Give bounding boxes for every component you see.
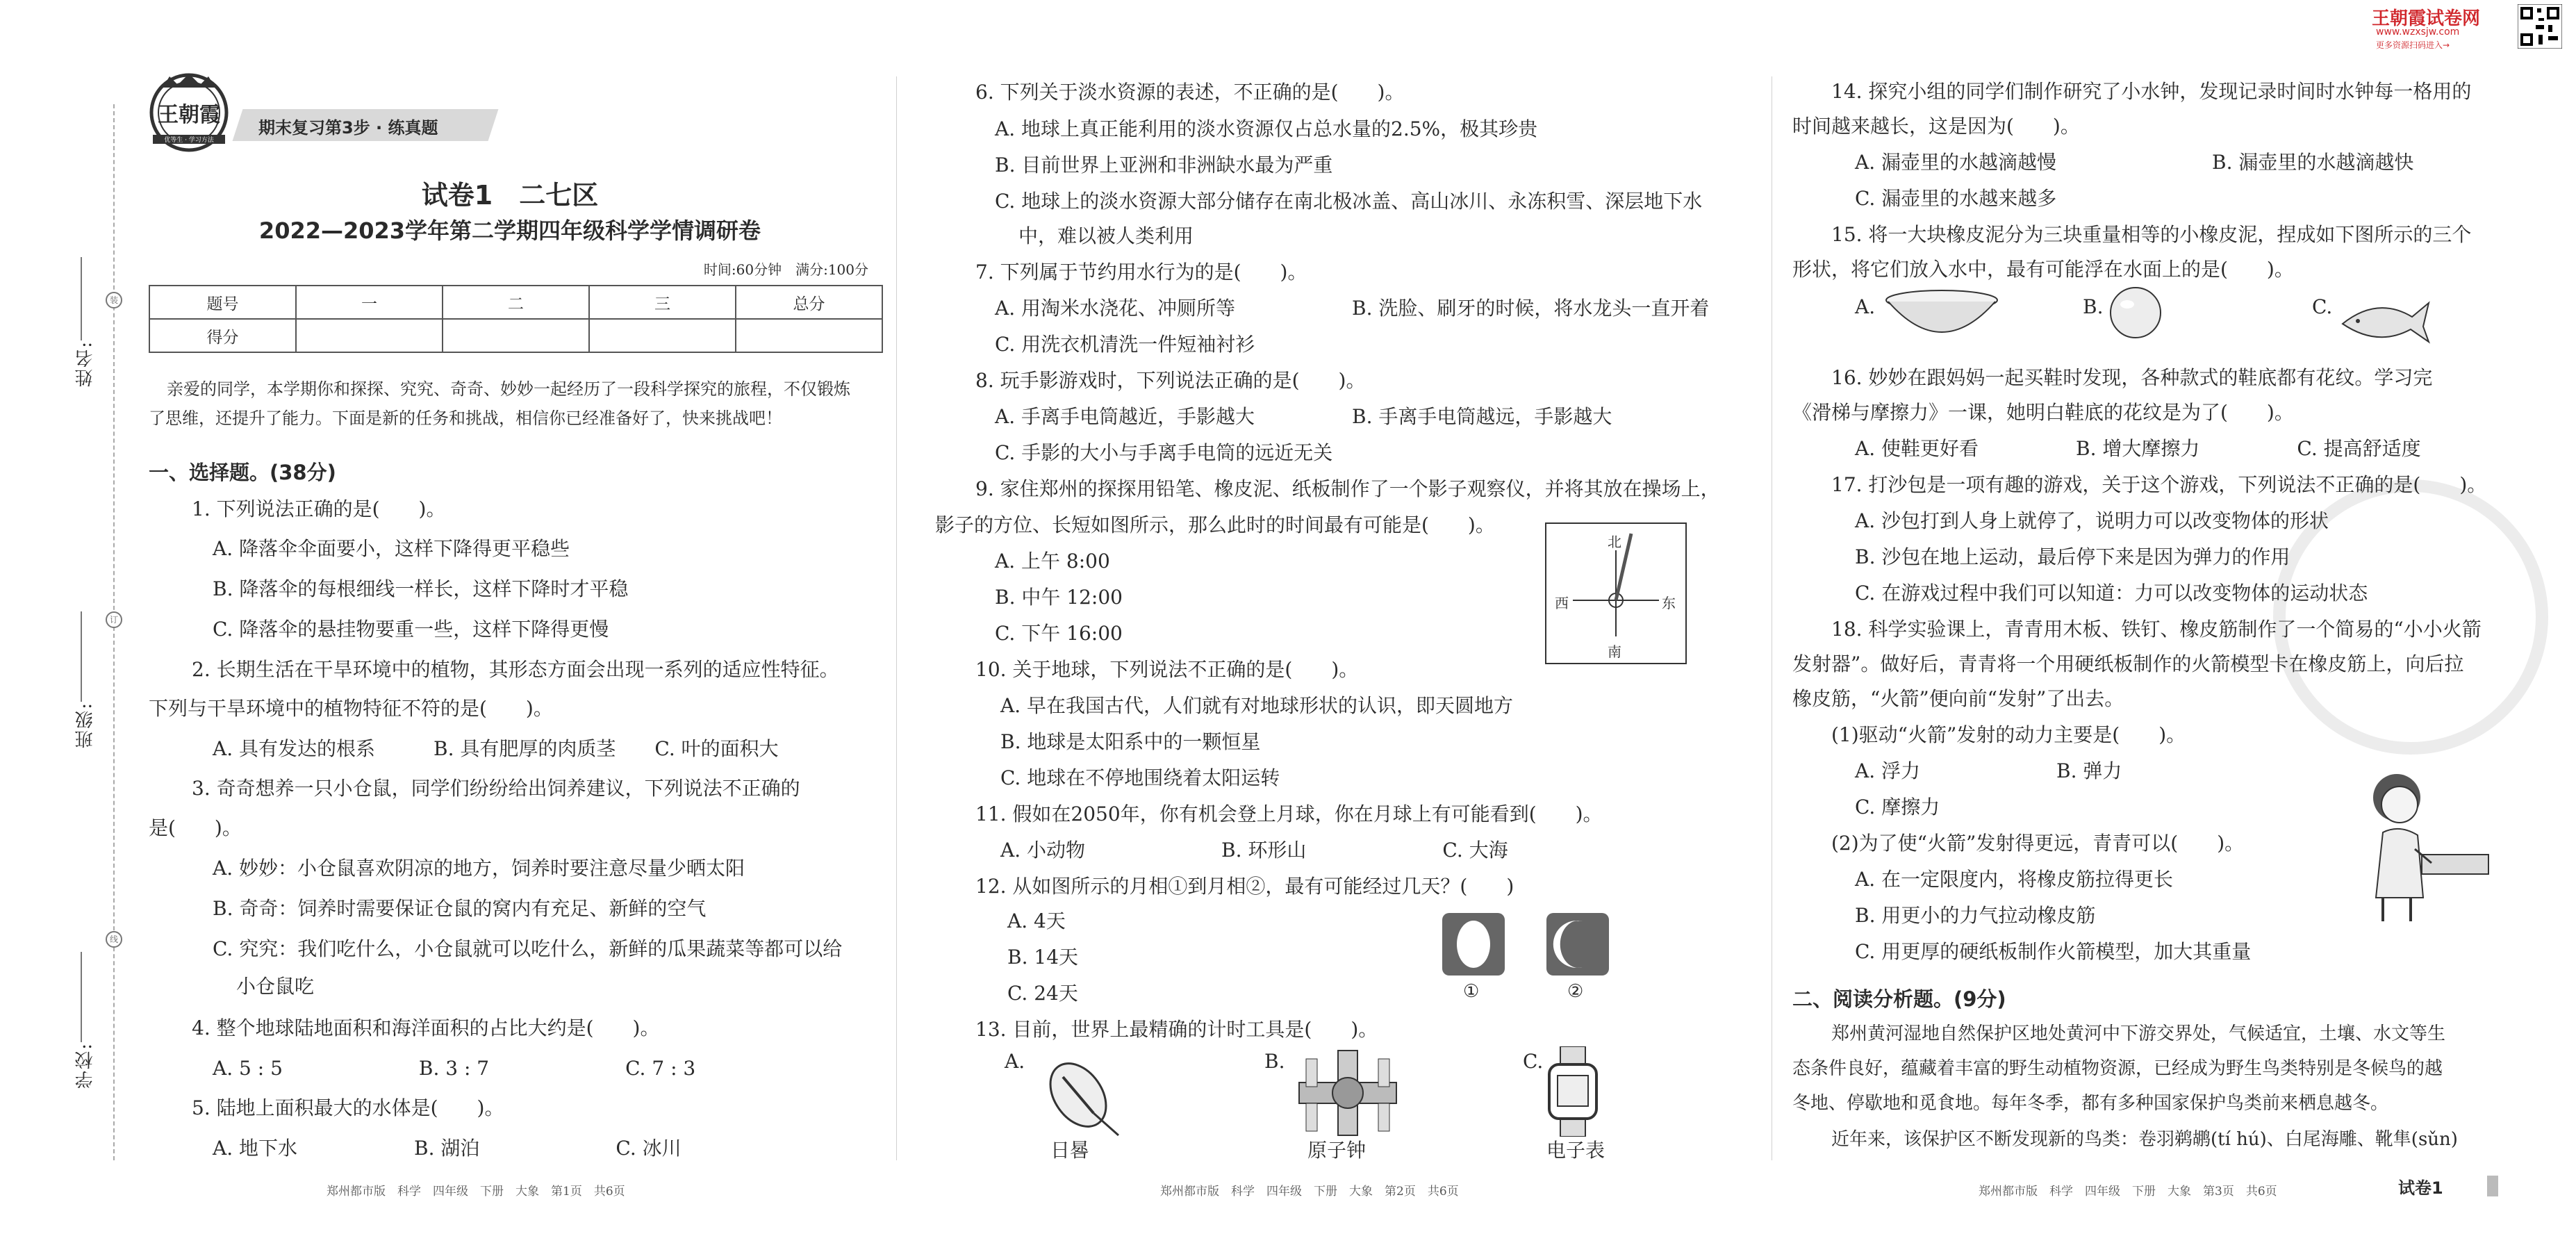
option-5-row[interactable]: A. 地下水 B. 湖泊 C. 冰川	[213, 1137, 682, 1160]
option-17a[interactable]: A. 沙包打到人身上就停了，说明力可以改变物体的形状	[1855, 509, 2329, 532]
reading-line: 近年来，该保护区不断发现新的鸟类：卷羽鹈鹕(tí hú)、白尾海雕、靴隼(sǔn)	[1831, 1129, 2458, 1150]
score-cell: 得分	[149, 319, 296, 352]
column-divider	[896, 76, 897, 1160]
question-5: 5. 陆地上面积最大的水体是( )。	[192, 1096, 504, 1119]
option-12b[interactable]: B. 14天	[1007, 946, 1079, 969]
score-input-cell[interactable]	[736, 319, 882, 352]
score-table-header-row	[149, 286, 882, 319]
option-6b[interactable]: B. 目前世界上亚洲和非洲缺水最为严重	[995, 154, 1333, 176]
question-11: 11. 假如在2050年，你有机会登上月球，你在月球上有可能看到( )。	[975, 802, 1603, 825]
option-6a[interactable]: A. 地球上真正能利用的淡水资源仅占总水量的2.5%，极其珍贵	[995, 117, 1538, 140]
paper-title: 试卷1 二七区	[421, 180, 599, 211]
brand-name: 王朝霞	[158, 103, 220, 127]
option-3c-cont: 小仓鼠吃	[236, 975, 315, 998]
question-18-cont-2: 橡皮筋，“火箭”便向前“发射”了出去。	[1792, 687, 2124, 710]
compass-north: 北	[1608, 534, 1621, 550]
option-3c[interactable]: C. 究究：我们吃什么，小仓鼠就可以吃什么，新鲜的瓜果蔬菜等都可以给	[213, 937, 843, 960]
score-cell: 三	[589, 286, 736, 319]
option-18-2b[interactable]: B. 用更小的力气拉动橡皮筋	[1855, 904, 2096, 927]
option-18-2c[interactable]: C. 用更厚的硬纸板制作火箭模型，加大其重量	[1855, 940, 2252, 963]
class-label: 班级:	[75, 702, 96, 748]
time-score: 时间:60分钟 满分:100分	[703, 261, 868, 278]
question-10: 10. 关于地球，下列说法不正确的是( )。	[975, 658, 1359, 681]
compass-south: 南	[1608, 643, 1621, 660]
option-8c[interactable]: C. 手影的大小与手离手电筒的远近无关	[995, 441, 1333, 464]
option-12a[interactable]: A. 4天	[1007, 909, 1066, 932]
paper-subtitle: 2022—2023学年第二学期四年级科学学情调研卷	[258, 217, 761, 244]
question-14-cont: 时间越来越长，这是因为( )。	[1792, 115, 2080, 138]
option-1c[interactable]: C. 降落伞的悬挂物要重一些，这样下降得更慢	[213, 618, 609, 641]
reading-line: 郑州黄河湿地自然保护区地处黄河中下游交界处，气候适宜，土壤、水文等生	[1831, 1023, 2446, 1044]
option-18-1c[interactable]: C. 摩擦力	[1855, 796, 1940, 818]
option-10b[interactable]: B. 地球是太阳系中的一颗恒星	[1000, 730, 1261, 753]
page-footer-2: 郑州都市版 科学 四年级 下册 大象 第2页 共6页	[1160, 1185, 1459, 1199]
moon-label-2: ②	[1567, 981, 1584, 1002]
option-12c[interactable]: C. 24天	[1007, 982, 1078, 1005]
question-18-2: (2)为了使“火箭”发射得更远，青青可以( )。	[1831, 832, 2245, 855]
question-3: 3. 奇奇想养一只小仓鼠，同学们纷纷给出饲养建议，下列说法不正确的	[192, 777, 800, 800]
option-15a[interactable]: A.	[1855, 295, 1876, 318]
caption-13c: 电子表	[1546, 1139, 1605, 1162]
question-6: 6. 下列关于淡水资源的表述，不正确的是( )。	[975, 81, 1405, 104]
school-blank[interactable]	[81, 952, 82, 1042]
score-table-score-row	[149, 319, 882, 352]
option-14-row[interactable]: A. 漏壶里的水越滴越慢 B. 漏壶里的水越滴越快	[1855, 151, 2414, 174]
page-footer-3: 郑州都市版 科学 四年级 下册 大象 第3页 共6页	[1979, 1185, 2277, 1199]
reading-line: 冬地、停歇地和觅食地。每年冬季，都有多种国家保护鸟类前来栖息越冬。	[1792, 1093, 2389, 1114]
option-13c[interactable]: C.	[1523, 1050, 1544, 1073]
site-logo-name: 王朝霞试卷网	[2372, 8, 2481, 29]
compass-west: 西	[1555, 595, 1569, 611]
option-9a[interactable]: A. 上午 8:00	[995, 550, 1110, 573]
intro-line: 了思维，还提升了能力。下面是新的任务和挑战，相信你已经准备好了，快来挑战吧！	[149, 409, 782, 428]
gibbous-moon-icon	[1442, 913, 1505, 976]
option-3b[interactable]: B. 奇奇：饲养时需要保证仓鼠的窝内有充足、新鲜的空气	[213, 897, 707, 920]
option-11-row[interactable]: A. 小动物 B. 环形山 C. 大海	[1000, 839, 1508, 862]
fish-shape-icon	[2336, 289, 2433, 345]
option-10c[interactable]: C. 地球在不停地围绕着太阳运转	[1000, 766, 1280, 789]
sundial-icon	[1035, 1049, 1125, 1139]
site-logo-url[interactable]: www.wzxsjw.com	[2376, 26, 2460, 38]
class-blank[interactable]	[81, 611, 82, 702]
option-13b[interactable]: B.	[1264, 1050, 1285, 1073]
option-8-row[interactable]: A. 手离手电筒越近，手影越大 B. 手离手电筒越远，手影越大	[995, 405, 1612, 428]
option-13a[interactable]: A.	[1005, 1050, 1025, 1073]
binding-dashed-line	[113, 104, 115, 1160]
score-table	[149, 285, 883, 353]
question-15-cont: 形状，将它们放入水中，最有可能浮在水面上的是( )。	[1792, 258, 2294, 281]
question-4: 4. 整个地球陆地面积和海洋面积的占比大约是( )。	[192, 1016, 660, 1039]
reading-line: 态条件良好，蕴藏着丰富的野生动植物资源，已经成为野生鸟类特别是冬候鸟的越	[1792, 1058, 2443, 1079]
binding-mark-zhuang: 装	[106, 292, 122, 308]
caption-13b: 原子钟	[1307, 1139, 1367, 1162]
option-7c[interactable]: C. 用洗衣机清洗一件短袖衬衫	[995, 333, 1255, 356]
shadow-compass-figure	[1545, 522, 1687, 664]
question-13: 13. 目前，世界上最精确的计时工具是( )。	[975, 1018, 1378, 1041]
option-16-row[interactable]: A. 使鞋更好看 B. 增大摩擦力 C. 提高舒适度	[1855, 437, 2421, 460]
option-7-row[interactable]: A. 用淘米水浇花、冲厕所等 B. 洗脸、刷牙的时候，将水龙头一直开着	[995, 297, 1710, 320]
option-9b[interactable]: B. 中午 12:00	[995, 586, 1123, 609]
question-2: 2. 长期生活在干旱环境中的植物，其形态方面会出现一系列的适应性特征。	[192, 658, 839, 681]
brand-sub: 优等生 · 学习方法	[153, 135, 225, 144]
question-3-cont: 是( )。	[149, 816, 242, 839]
question-7: 7. 下列属于节约用水行为的是( )。	[975, 261, 1307, 283]
option-10a[interactable]: A. 早在我国古代，人们就有对地球形状的认识，即天圆地方	[1000, 694, 1514, 717]
score-cell: 一	[296, 286, 443, 319]
question-15: 15. 将一大块橡皮泥分为三块重量相等的小橡皮泥，捏成如下图所示的三个	[1831, 223, 2472, 246]
option-1b[interactable]: B. 降落伞的每根细线一样长，这样下降时才平稳	[213, 577, 629, 600]
question-18-1: (1)驱动“火箭”发射的动力主要是( )。	[1831, 723, 2186, 746]
score-cell: 题号	[149, 286, 296, 319]
atomic-clock-icon	[1292, 1048, 1403, 1138]
score-input-cell[interactable]	[443, 319, 589, 352]
question-18-cont-1: 发射器”。做好后，青青将一个用硬纸板制作的火箭模型卡在橡皮筋上，向后拉	[1792, 652, 2464, 675]
corner-tag: 试卷1	[2398, 1178, 2443, 1198]
question-16-cont: 《滑梯与摩擦力》一课，她明白鞋底的花纹是为了( )。	[1792, 401, 2294, 424]
score-input-cell[interactable]	[296, 319, 443, 352]
caption-13a: 日晷	[1050, 1139, 1090, 1162]
score-cell: 二	[443, 286, 589, 319]
option-1a[interactable]: A. 降落伞伞面要小，这样下降得更平稳些	[213, 537, 570, 560]
section-title-1: 一、选择题。(38分)	[149, 461, 336, 484]
binding-mark-ding: 订	[106, 611, 122, 628]
moon-phase-1	[1442, 913, 1505, 976]
question-9: 9. 家住郑州的探探用铅笔、橡皮泥、纸板制作了一个影子观察仪，并将其放在操场上，	[975, 477, 1720, 500]
crescent-moon-icon	[1546, 913, 1609, 976]
option-17b[interactable]: B. 沙包在地上运动，最后停下来是因为弹力的作用	[1855, 545, 2290, 568]
question-18: 18. 科学实验课上，青青用木板、铁钉、橡皮筋制作了一个简易的“小小火箭	[1831, 618, 2482, 641]
option-15b[interactable]: B.	[2083, 295, 2104, 318]
intro-line: 亲爱的同学，本学期你和探探、究究、奇奇、妙妙一起经历了一段科学探究的旅程，不仅锻炼	[167, 379, 850, 399]
question-17: 17. 打沙包是一项有趣的游戏，关于这个游戏，下列说法不正确的是( )。	[1831, 473, 2487, 496]
name-label: 姓名:	[75, 340, 96, 387]
girl-with-launcher-icon	[2355, 766, 2494, 925]
option-9c[interactable]: C. 下午 16:00	[995, 622, 1123, 645]
question-16: 16. 妙妙在跟妈妈一起买鞋时发现，各种款式的鞋底都有花纹。学习完	[1831, 366, 2433, 389]
question-9-cont: 影子的方位、长短如图所示，那么此时的时间最有可能是( )。	[935, 513, 1495, 536]
option-17c[interactable]: C. 在游戏过程中我们可以知道：力可以改变物体的运动状态	[1855, 582, 2368, 604]
page-footer-1: 郑州都市版 科学 四年级 下册 大象 第1页 共6页	[327, 1185, 625, 1199]
compass-east: 东	[1662, 595, 1676, 611]
corner-tab	[2487, 1176, 2498, 1196]
ball-shape-icon	[2108, 285, 2163, 340]
moon-phase-2	[1546, 913, 1609, 976]
option-18-2a[interactable]: A. 在一定限度内，将橡皮筋拉得更长	[1855, 868, 2174, 891]
bowl-shape-icon	[1883, 286, 2001, 339]
option-4-row[interactable]: A. 5 : 5 B. 3 : 7 C. 7 : 3	[213, 1057, 696, 1080]
question-2-cont: 下列与干旱环境中的植物特征不符的是( )。	[149, 697, 553, 720]
score-input-cell[interactable]	[589, 319, 736, 352]
option-3a[interactable]: A. 妙妙：小仓鼠喜欢阴凉的地方，饲养时要注意尽量少晒太阳	[213, 857, 745, 880]
option-15c[interactable]: C.	[2312, 295, 2333, 318]
question-1: 1. 下列说法正确的是( )。	[192, 497, 446, 520]
binding-mark-xian: 线	[106, 931, 122, 948]
question-14: 14. 探究小组的同学们制作研究了小水钟，发现记录时间时水钟每一格用的	[1831, 80, 2472, 103]
electronic-watch-icon	[1544, 1046, 1602, 1137]
option-2-row[interactable]: A. 具有发达的根系 B. 具有肥厚的肉质茎 C. 叶的面积大	[213, 737, 779, 760]
banner-text: 期末复习第3步 · 练真题	[258, 118, 438, 138]
brand-logo	[147, 71, 231, 154]
option-6c-cont: 中，难以被人类利用	[1018, 224, 1194, 247]
moon-label-1: ①	[1463, 981, 1480, 1002]
option-6c[interactable]: C. 地球上的淡水资源大部分储存在南北极冰盖、高山冰川、永冻积雪、深层地下水	[995, 190, 1703, 213]
name-blank[interactable]	[81, 257, 82, 340]
site-logo-tagline: 更多资源扫码进入→	[2376, 40, 2450, 50]
question-8: 8. 玩手影游戏时，下列说法正确的是( )。	[975, 369, 1366, 392]
question-12: 12. 从如图所示的月相①到月相②，最有可能经过几天？( )	[975, 875, 1514, 898]
school-label: 学校:	[75, 1042, 96, 1089]
option-18-1-row[interactable]: A. 浮力 B. 弹力	[1855, 759, 2122, 782]
option-14c[interactable]: C. 漏壶里的水越来越多	[1855, 187, 2057, 210]
score-cell: 总分	[736, 286, 882, 319]
qr-code-icon[interactable]	[2518, 4, 2562, 49]
section-title-2: 二、阅读分析题。(9分)	[1792, 987, 2006, 1011]
